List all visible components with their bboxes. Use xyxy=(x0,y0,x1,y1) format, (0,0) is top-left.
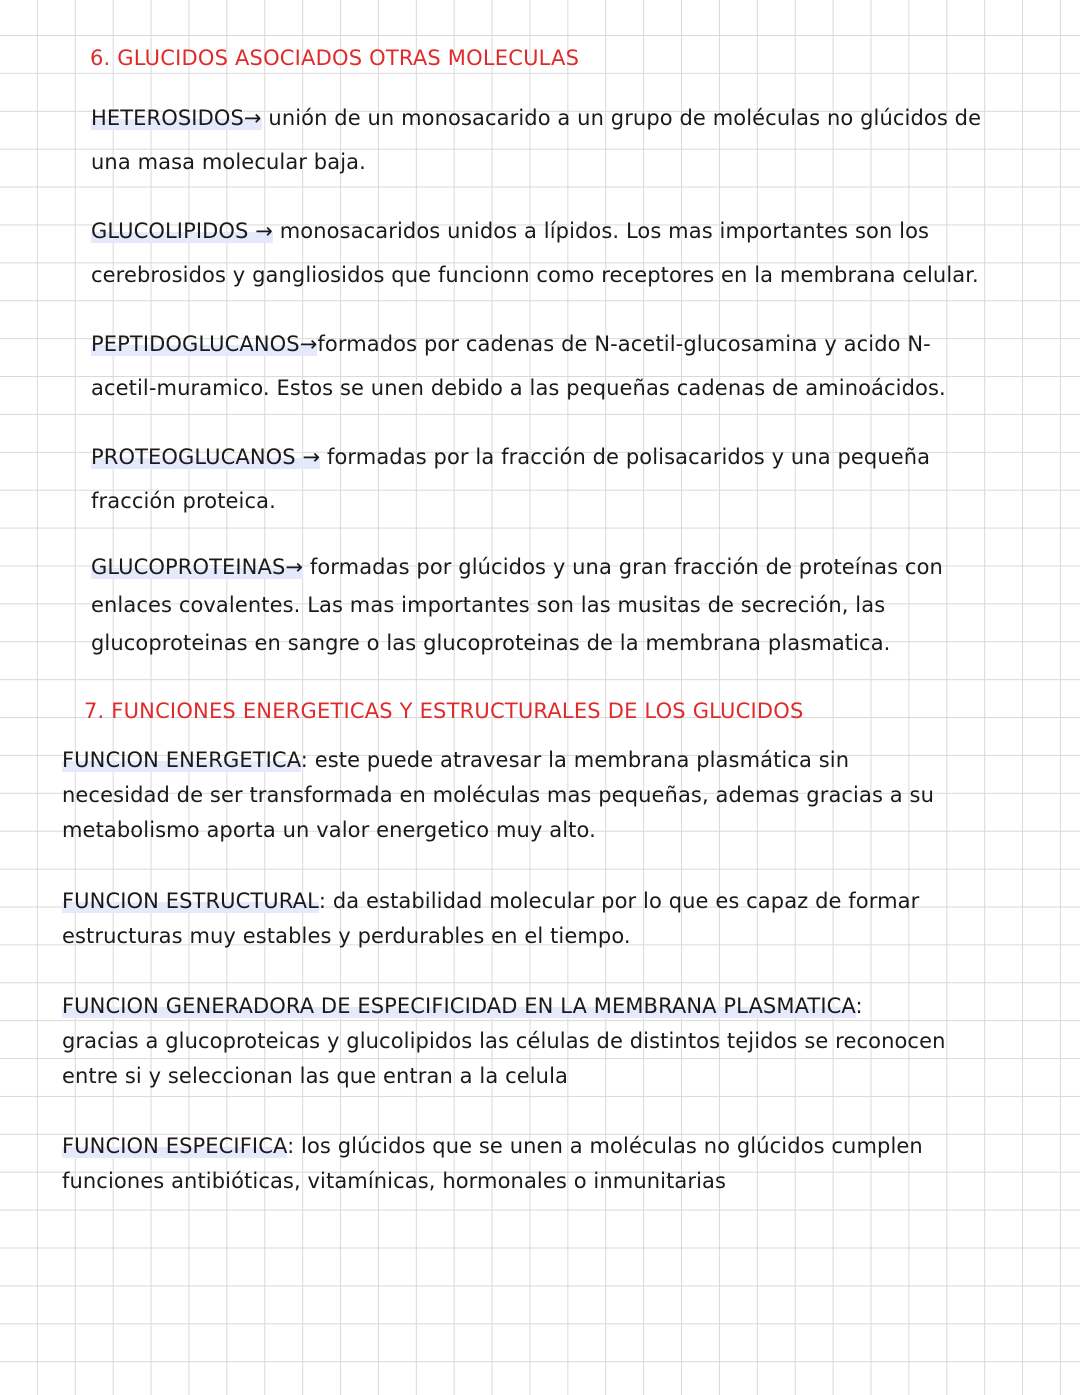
note-line: una masa molecular baja. xyxy=(91,150,366,174)
note-line: formados por cadenas de N-acetil-glucosamina y acido N- xyxy=(317,332,931,356)
note-funcion-estructural xyxy=(62,884,919,954)
note-funcion-especifica xyxy=(62,1129,923,1199)
note-line: enlaces covalentes. Las mas importantes son las musitas de secreción, las xyxy=(91,593,886,617)
note-line: necesidad de ser transformada en moléculas mas pequeñas, ademas gracias a su xyxy=(62,783,934,807)
term-label: FUNCION GENERADORA DE ESPECIFICIDAD EN LA MEMBRANA PLASMATICA xyxy=(62,994,856,1018)
note-line: formadas por la fracción de polisacaridos y una pequeña xyxy=(320,445,931,469)
term-label: GLUCOPROTEINAS→ xyxy=(91,555,304,579)
section-heading: 7. FUNCIONES ENERGETICAS Y ESTRUCTURALES DE LOS GLUCIDOS xyxy=(84,699,804,723)
note-peptidoglucanos xyxy=(91,322,946,410)
note-funcion-energetica xyxy=(62,743,934,848)
term-label: FUNCION ESTRUCTURAL xyxy=(62,889,319,913)
note-line: unión de un monosacarido a un grupo de moléculas no glúcidos de xyxy=(261,106,982,130)
note-line: funciones antibióticas, vitamínicas, hormonales o inmunitarias xyxy=(62,1169,727,1193)
term-label: HETEROSIDOS→ xyxy=(91,106,262,130)
term-label: PROTEOGLUCANOS → xyxy=(91,445,321,469)
note-line: : xyxy=(855,994,863,1018)
note-line: glucoproteinas en sangre o las glucoproteinas de la membrana plasmatica. xyxy=(91,631,891,655)
note-line: : este puede atravesar la membrana plasmática sin xyxy=(300,748,850,772)
note-proteoglucanos xyxy=(91,435,930,523)
note-line: : los glúcidos que se unen a moléculas no glúcidos cumplen xyxy=(287,1134,923,1158)
section-heading: 6. GLUCIDOS ASOCIADOS OTRAS MOLECULAS xyxy=(90,46,580,70)
term-label: GLUCOLIPIDOS → xyxy=(91,219,273,243)
note-funcion-generadora xyxy=(62,989,946,1094)
note-line: gracias a glucoproteicas y glucolipidos las células de distintos tejidos se reconocen xyxy=(62,1029,946,1053)
note-heterosidos xyxy=(91,96,981,184)
note-line: fracción proteica. xyxy=(91,489,276,513)
note-glucolipidos xyxy=(91,209,979,297)
note-line: estructuras muy estables y perdurables en el tiempo. xyxy=(62,924,631,948)
note-line: cerebrosidos y gangliosidos que funcionn como receptores en la membrana celular. xyxy=(91,263,979,287)
note-line: metabolismo aporta un valor energetico muy alto. xyxy=(62,818,596,842)
note-line: formadas por glúcidos y una gran fracción de proteínas con xyxy=(303,555,943,579)
note-line: entre si y seleccionan las que entran a la celula xyxy=(62,1064,568,1088)
note-line: monosacaridos unidos a lípidos. Los mas importantes son los xyxy=(272,219,930,243)
term-label: FUNCION ENERGETICA xyxy=(62,748,301,772)
term-label: FUNCION ESPECIFICA xyxy=(62,1134,288,1158)
note-glucoproteinas xyxy=(91,548,943,662)
term-label: PEPTIDOGLUCANOS→ xyxy=(91,332,318,356)
note-line: : da estabilidad molecular por lo que es capaz de formar xyxy=(318,889,920,913)
note-line: acetil-muramico. Estos se unen debido a las pequeñas cadenas de aminoácidos. xyxy=(91,376,946,400)
